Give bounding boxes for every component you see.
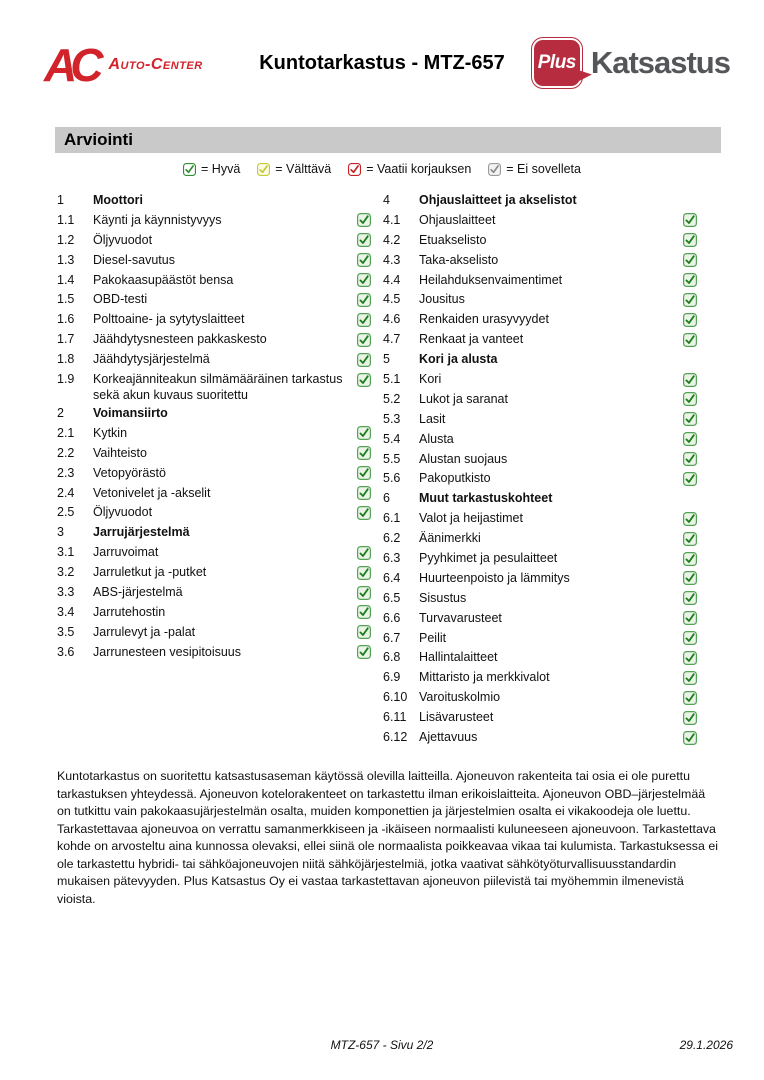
status-checkbox-good (683, 273, 697, 287)
not-applicable-checkbox-icon (488, 163, 501, 176)
item-label: Heilahduksenvaimentimet (419, 272, 563, 287)
checklist-item (383, 409, 697, 429)
item-number: 3.3 (57, 585, 75, 600)
item-label: Ohjauslaitteet (419, 212, 496, 227)
item-label: Pakokaasupäästöt bensa (93, 272, 234, 287)
item-number: 4.2 (383, 232, 401, 247)
status-checkbox-good (683, 412, 697, 426)
item-number: 6.12 (383, 730, 408, 745)
item-label: Lukot ja saranat (419, 391, 508, 406)
page-title: Kuntotarkastus - MTZ-657 (259, 52, 505, 74)
item-number: 1.7 (57, 332, 75, 347)
status-checkbox-good (357, 293, 371, 307)
item-number: 6.10 (383, 690, 408, 705)
status-checkbox-good (683, 512, 697, 526)
item-label: Öljyvuodot (93, 232, 153, 247)
item-label: Jäähdytysjärjestelmä (93, 352, 210, 367)
checklist-item (57, 483, 371, 503)
status-checkbox-good (357, 446, 371, 460)
item-number: 3.2 (57, 565, 75, 580)
plus-badge-text: Plus (537, 52, 576, 73)
checklist-item (383, 449, 697, 469)
checklist-item (57, 329, 371, 349)
checklist-item (383, 389, 697, 409)
item-label: Jarruletkut ja -putket (93, 565, 207, 580)
auto-center-wordmark: Auto-Center (108, 56, 203, 73)
item-label: Pyyhkimet ja pesulaitteet (419, 551, 558, 566)
status-checkbox-good (357, 213, 371, 227)
item-number: 1.3 (57, 252, 75, 267)
item-label: Turvavarusteet (419, 610, 502, 625)
section-header-row (383, 488, 697, 508)
checklist-item (383, 429, 697, 449)
item-number: 3.5 (57, 624, 75, 639)
item-number: 4.3 (383, 252, 401, 267)
checklist-item (383, 647, 697, 667)
item-number: 5.1 (383, 372, 401, 387)
item-label: Diesel-savutus (93, 252, 175, 267)
item-label: Öljyvuodot (93, 505, 153, 520)
speech-bubble-tail-icon (574, 70, 592, 88)
checklist-item (57, 309, 371, 329)
item-label: Ajettavuus (419, 730, 478, 745)
status-checkbox-good (683, 631, 697, 645)
item-number: 3.6 (57, 644, 75, 659)
item-number: 6.3 (383, 551, 401, 566)
legend-label: = Välttävä (275, 162, 332, 176)
item-label: Jousitus (419, 292, 465, 307)
checklist-item (57, 210, 371, 230)
checklist-item (383, 230, 697, 250)
checklist-item (57, 349, 371, 369)
item-label: ABS-järjestelmä (93, 585, 183, 600)
status-checkbox-good (357, 586, 371, 600)
item-label: Jäähdytysnesteen pakkaskesto (93, 332, 267, 347)
item-label: Hallintalaitteet (419, 650, 498, 665)
needs-repair-checkbox-icon (348, 163, 361, 176)
item-number: 6.5 (383, 590, 401, 605)
status-checkbox-good (357, 233, 371, 247)
item-label: Jarrunesteen vesipitoisuus (93, 644, 241, 659)
checklist-item (57, 369, 371, 403)
item-number: 6.2 (383, 531, 401, 546)
section-title: Jarrujärjestelmä (93, 525, 190, 540)
item-label: Kori (419, 372, 442, 387)
item-number: 4.6 (383, 312, 401, 327)
status-checkbox-good (357, 546, 371, 560)
section-title: Voimansiirto (93, 406, 168, 421)
checklist-column-left (57, 190, 371, 747)
auto-center-monogram: AC (44, 39, 97, 91)
checklist-item (57, 542, 371, 562)
checklist-item (57, 270, 371, 290)
section-title: Muut tarkastuskohteet (419, 491, 553, 506)
legend-label: = Vaatii korjauksen (366, 162, 472, 176)
checklist-item (57, 602, 371, 622)
checklist-item (383, 568, 697, 588)
item-number: 5.2 (383, 391, 401, 406)
status-checkbox-good (683, 253, 697, 267)
section-number: 2 (57, 406, 64, 421)
item-number: 1.6 (57, 312, 75, 327)
status-checkbox-good (357, 426, 371, 440)
item-number: 3.4 (57, 604, 75, 619)
status-checkbox-good (357, 506, 371, 520)
item-label: Varoituskolmio (419, 690, 501, 705)
section-title: Kori ja alusta (419, 352, 498, 367)
item-number: 6.7 (383, 630, 401, 645)
item-label: Korkeajänniteakun silmämääräinen tarkastus sekä akun kuvaus suoritettu (93, 372, 343, 402)
item-label: Vetonivelet ja -akselit (93, 485, 211, 500)
section-header-row (383, 190, 697, 210)
checklist-item (57, 230, 371, 250)
status-checkbox-good (683, 373, 697, 387)
checklist-item (383, 608, 697, 628)
status-checkbox-good (683, 591, 697, 605)
status-checkbox-good (683, 233, 697, 247)
section-number: 3 (57, 525, 64, 540)
checklist-item (383, 250, 697, 270)
status-checkbox-good (683, 651, 697, 665)
checklist-item (383, 548, 697, 568)
item-label: Etuakselisto (419, 232, 487, 247)
checklist-item (383, 667, 697, 687)
item-number: 1.4 (57, 272, 75, 287)
item-number: 2.1 (57, 425, 75, 440)
item-number: 6.8 (383, 650, 401, 665)
item-label: Renkaiden urasyvyydet (419, 312, 549, 327)
item-label: Äänimerkki (419, 531, 481, 546)
item-label: Jarrulevyt ja -palat (93, 624, 196, 639)
checklist-item (57, 642, 371, 662)
status-checkbox-good (357, 273, 371, 287)
item-label: Lasit (419, 411, 446, 426)
item-label: Polttoaine- ja sytytyslaitteet (93, 312, 245, 327)
checklist-item (383, 369, 697, 389)
item-number: 6.6 (383, 610, 401, 625)
status-checkbox-good (357, 486, 371, 500)
item-label: Jarrutehostin (93, 604, 166, 619)
status-checkbox-good (683, 532, 697, 546)
item-number: 6.11 (383, 710, 407, 725)
footer-page-label: MTZ-657 - Sivu 2/2 (330, 1038, 434, 1052)
section-header-arviointi: Arviointi (55, 127, 721, 153)
status-checkbox-good (357, 373, 371, 387)
item-number: 1.1 (57, 212, 75, 227)
footer-date: 29.1.2026 (679, 1038, 733, 1052)
item-number: 4.1 (383, 212, 401, 227)
legend-item-good (183, 162, 240, 176)
item-number: 6.9 (383, 670, 401, 685)
plus-katsastus-logo (532, 38, 730, 88)
katsastus-wordmark: Katsastus (590, 45, 730, 80)
section-number: 1 (57, 193, 64, 207)
plus-badge-icon (532, 38, 582, 88)
checklist-item (383, 727, 697, 747)
status-checkbox-good (357, 353, 371, 367)
status-checkbox-good (683, 392, 697, 406)
item-label: Alustan suojaus (419, 451, 508, 466)
checklist-item (383, 270, 697, 290)
checklist-item (57, 250, 371, 270)
status-checkbox-good (357, 313, 371, 327)
item-number: 6.1 (383, 511, 401, 526)
checklist-item (383, 309, 697, 329)
section-number: 6 (383, 491, 390, 506)
status-checkbox-good (683, 213, 697, 227)
checklist-item (383, 588, 697, 608)
item-number: 4.7 (383, 332, 401, 347)
checklist-item (57, 562, 371, 582)
status-legend (0, 162, 764, 176)
status-checkbox-good (683, 333, 697, 347)
item-label: Alusta (419, 431, 454, 446)
checklist-item (57, 423, 371, 443)
checklist-item (57, 502, 371, 522)
status-checkbox-good (357, 333, 371, 347)
item-label: Kytkin (93, 425, 128, 440)
legend-item-fair (257, 162, 331, 176)
item-label: Peilit (419, 630, 447, 645)
status-checkbox-good (357, 645, 371, 659)
checklist-item (57, 443, 371, 463)
item-number: 3.1 (57, 545, 75, 560)
item-label: OBD-testi (93, 292, 148, 307)
item-number: 2.4 (57, 485, 75, 500)
item-number: 2.3 (57, 465, 75, 480)
section-number: 5 (383, 352, 390, 367)
item-number: 1.9 (57, 372, 75, 387)
checklist-item (57, 622, 371, 642)
checklist-column-right (383, 190, 697, 747)
status-checkbox-good (683, 691, 697, 705)
checklist-item (383, 508, 697, 528)
checklist-item (383, 528, 697, 548)
item-number: 2.2 (57, 445, 75, 460)
item-label: Vetopyörästö (93, 465, 166, 480)
status-checkbox-good (683, 293, 697, 307)
section-header-row (57, 190, 371, 210)
item-number: 5.3 (383, 411, 401, 426)
checklist-item (57, 463, 371, 483)
item-number: 5.4 (383, 431, 401, 446)
checklist-item (57, 582, 371, 602)
legend-label: = Hyvä (201, 162, 241, 176)
legend-item-not-applicable (488, 162, 581, 176)
item-label: Käynti ja käynnistyvyys (93, 212, 222, 227)
item-label: Valot ja heijastimet (419, 511, 523, 526)
section-number: 4 (383, 193, 390, 207)
status-checkbox-good (683, 472, 697, 486)
item-label: Huurteenpoisto ja lämmitys (419, 570, 570, 585)
section-header-row (57, 403, 371, 423)
item-label: Pakoputkisto (419, 471, 491, 486)
item-label: Renkaat ja vanteet (419, 332, 524, 347)
status-checkbox-good (357, 605, 371, 619)
status-checkbox-good (683, 731, 697, 745)
checklist-item (383, 628, 697, 648)
checklist-item (383, 289, 697, 309)
status-checkbox-good (683, 611, 697, 625)
checklist-item (383, 707, 697, 727)
section-title: Ohjauslaitteet ja akselistot (419, 193, 577, 207)
status-checkbox-good (357, 466, 371, 480)
status-checkbox-good (357, 253, 371, 267)
item-label: Taka-akselisto (419, 252, 499, 267)
item-label: Mittaristo ja merkkivalot (419, 670, 550, 685)
status-checkbox-good (357, 566, 371, 580)
disclaimer-text: Kuntotarkastus on suoritettu katsastusaseman käytössä olevilla laitteilla. Ajoneuvon rakenteita tai osia ei ole purettu tarkastuksen yhteydessä. Ajoneuvon kotelorakenteet on tarkastettu ilman erikoislaitteita. Ajoneuvon OBD–järjestelmää on tutkittu vain pakokaasujärjestelmän osalta, muiden komponettien ja järjestelmien osalta ei vikakoodeja ole luettu. Tarkastettavaa ajoneuvoa on verrattu samanmerkkiseen ja -ikäiseen normaalisti kuluneeseen ajoneuvoon. Tarkastettava kohde on arvosteltu aina kunnossa olevaksi, ellei siinä ole normaalista poikkeavaa vikaa tai kulumista. Tarkastuksessa ei ole tarkastettu hybridi- tai sähköajoneuvojen niitä sähköjärjestelmiä, jotka vaativat sähkötyöturvallisuusstandardin mukaisen pätevyyden. Plus Katsastus Oy ei vastaa tarkastettavan ajoneuvon piilevistä tai myöhemmin ilmenevistä vioista. (57, 769, 718, 906)
item-number: 1.5 (57, 292, 75, 307)
good-checkbox-icon (183, 163, 196, 176)
status-checkbox-good (683, 313, 697, 327)
item-number: 4.5 (383, 292, 401, 307)
item-number: 2.5 (57, 505, 75, 520)
status-checkbox-good (683, 571, 697, 585)
status-checkbox-good (683, 432, 697, 446)
item-number: 5.6 (383, 471, 401, 486)
item-number: 1.8 (57, 352, 75, 367)
item-number: 1.2 (57, 232, 75, 247)
section-header-row (57, 522, 371, 542)
checklist-item (383, 329, 697, 349)
item-number: 6.4 (383, 570, 401, 585)
status-checkbox-good (683, 552, 697, 566)
fair-checkbox-icon (257, 163, 270, 176)
item-label: Sisustus (419, 590, 467, 605)
checklist-item (383, 468, 697, 488)
inspection-checklist (57, 190, 709, 747)
checklist-item (383, 687, 697, 707)
checklist-item (57, 289, 371, 309)
status-checkbox-good (683, 452, 697, 466)
item-label: Lisävarusteet (419, 710, 494, 725)
status-checkbox-good (357, 625, 371, 639)
section-title: Moottori (93, 193, 143, 207)
checklist-item (383, 210, 697, 230)
status-checkbox-good (683, 711, 697, 725)
item-label: Vaihteisto (93, 445, 147, 460)
status-checkbox-good (683, 671, 697, 685)
item-number: 5.5 (383, 451, 401, 466)
legend-label: = Ei sovelleta (506, 162, 581, 176)
item-number: 4.4 (383, 272, 401, 287)
section-header-row (383, 349, 697, 369)
item-label: Jarruvoimat (93, 545, 159, 560)
legend-item-needs-repair (348, 162, 471, 176)
